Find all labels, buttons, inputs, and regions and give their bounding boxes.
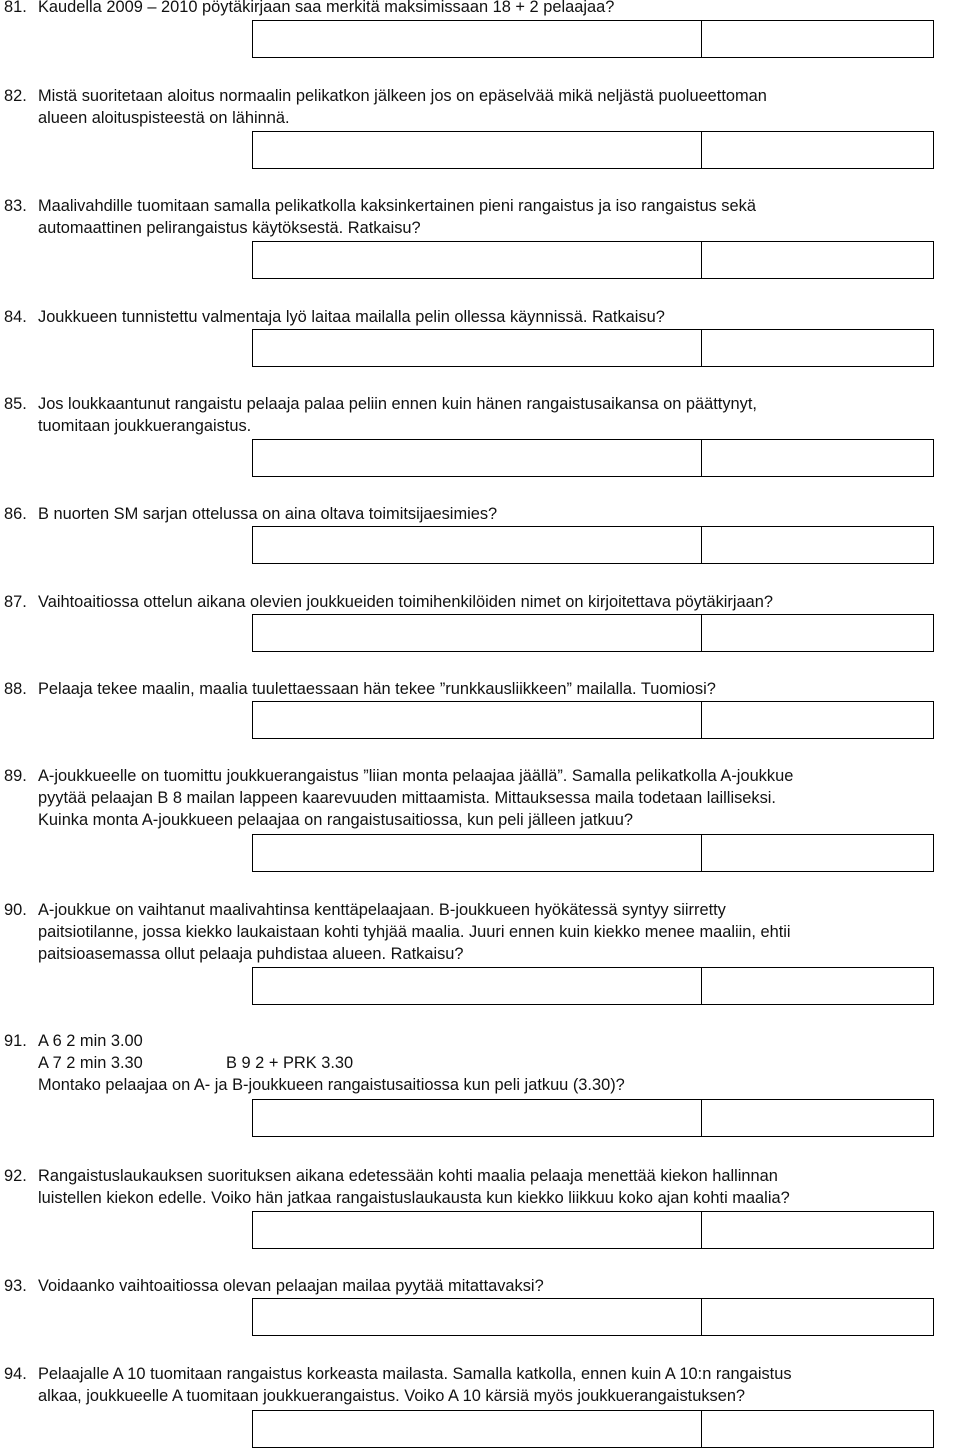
question-text xyxy=(38,85,960,129)
question-line: Pelaajalle A 10 tuomitaan rangaistus korkeasta mailasta. Samalla katkolla, ennen kuin A 10:n rangaistus xyxy=(38,1365,792,1383)
question-line: alueen aloituspisteestä on lähinnä. xyxy=(38,109,290,127)
question-text xyxy=(38,1363,960,1407)
answer-box-86-b[interactable] xyxy=(701,526,934,564)
question-number: 81. xyxy=(4,0,27,16)
question-number: 87. xyxy=(4,593,27,611)
penalty-line-a6: A 6 2 min 3.00 xyxy=(38,1032,143,1050)
question-line: luistellen kiekon edelle. Voiko hän jatkaa rangaistuslaukausta kun kiekko liikkuu koko ajan kohti maalia? xyxy=(38,1189,790,1207)
question-line: paitsioasemassa ollut pelaaja puhdistaa alueen. Ratkaisu? xyxy=(38,945,464,963)
answer-box-90-b[interactable] xyxy=(701,967,934,1005)
answer-box-82-b[interactable] xyxy=(701,131,934,169)
question-line: Kaudella 2009 – 2010 pöytäkirjaan saa merkitä maksimissaan 18 + 2 pelaajaa? xyxy=(38,0,615,16)
question-number: 86. xyxy=(4,505,27,523)
answer-box-89-a[interactable] xyxy=(252,834,702,872)
answer-box-81-b[interactable] xyxy=(701,20,934,58)
question-text xyxy=(38,899,960,965)
question-text xyxy=(38,393,960,437)
question-number: 90. xyxy=(4,901,27,919)
question-line: pyytää pelaajan B 8 mailan lappeen kaarevuuden mittaamista. Mittauksessa maila todetaan lailliseksi. xyxy=(38,789,776,807)
answer-box-92-a[interactable] xyxy=(252,1211,702,1249)
answer-box-94-b[interactable] xyxy=(701,1410,934,1448)
question-line: Mistä suoritetaan aloitus normaalin pelikatkon jälkeen jos on epäselvää mikä neljästä puolueettoman xyxy=(38,87,767,105)
question-text xyxy=(38,306,960,328)
question-number: 92. xyxy=(4,1167,27,1185)
answer-box-83-a[interactable] xyxy=(252,241,702,279)
question-line: Kuinka monta A-joukkueen pelaajaa on rangaistusaitiossa, kun peli jälleen jatkuu? xyxy=(38,811,634,829)
question-line: tuomitaan joukkuerangaistus. xyxy=(38,417,252,435)
answer-box-91-a[interactable] xyxy=(252,1099,702,1137)
question-text xyxy=(38,0,960,18)
answer-box-86-a[interactable] xyxy=(252,526,702,564)
question-line: automaattinen pelirangaistus käytöksestä. Ratkaisu? xyxy=(38,219,421,237)
answer-box-88-b[interactable] xyxy=(701,701,934,739)
answer-box-92-b[interactable] xyxy=(701,1211,934,1249)
answer-box-90-a[interactable] xyxy=(252,967,702,1005)
answer-box-88-a[interactable] xyxy=(252,701,702,739)
question-line: B nuorten SM sarjan ottelussa on aina oltava toimitsijaesimies? xyxy=(38,505,498,523)
question-text xyxy=(38,678,960,700)
answer-box-82-a[interactable] xyxy=(252,131,702,169)
answer-box-87-b[interactable] xyxy=(701,614,934,652)
question-line: Vaihtoaitiossa ottelun aikana olevien joukkueiden toimihenkilöiden nimet on kirjoitettava pöytäkirjaan? xyxy=(38,593,773,611)
question-number: 85. xyxy=(4,395,27,413)
question-number: 93. xyxy=(4,1277,27,1295)
question-number: 83. xyxy=(4,197,27,215)
question-text xyxy=(38,195,960,239)
answer-box-84-b[interactable] xyxy=(701,329,934,367)
question-line: alkaa, joukkueelle A tuomitaan joukkuerangaistus. Voiko A 10 kärsiä myös joukkuerangaistuksen? xyxy=(38,1387,746,1405)
answer-box-89-b[interactable] xyxy=(701,834,934,872)
answer-box-85-b[interactable] xyxy=(701,439,934,477)
answer-box-93-a[interactable] xyxy=(252,1298,702,1336)
question-text xyxy=(38,1165,960,1209)
question-number: 89. xyxy=(4,767,27,785)
penalty-b9: B 9 2 + PRK 3.30 xyxy=(226,1054,354,1072)
question-line: Maalivahdille tuomitaan samalla pelikatkolla kaksinkertainen pieni rangaistus ja iso rangaistus sekä xyxy=(38,197,756,215)
question-text xyxy=(38,1030,960,1096)
answer-box-83-b[interactable] xyxy=(701,241,934,279)
question-text xyxy=(38,1275,960,1297)
question-number: 94. xyxy=(4,1365,27,1383)
question-line: Jos loukkaantunut rangaistu pelaaja palaa peliin ennen kuin hänen rangaistusaikansa on päättynyt, xyxy=(38,395,757,413)
answer-box-91-b[interactable] xyxy=(701,1099,934,1137)
answer-box-94-a[interactable] xyxy=(252,1410,702,1448)
penalty-a7: A 7 2 min 3.30 xyxy=(38,1054,143,1072)
penalty-line-a7-b9 xyxy=(38,1052,960,1074)
question-text xyxy=(38,503,960,525)
question-line: paitsiotilanne, jossa kiekko laukaistaan kohti tyhjää maalia. Juuri ennen kuin kiekko menee maaliin, ehtii xyxy=(38,923,791,941)
question-line: Montako pelaajaa on A- ja B-joukkueen rangaistusaitiossa kun peli jatkuu (3.30)? xyxy=(38,1076,625,1094)
answer-box-87-a[interactable] xyxy=(252,614,702,652)
question-text xyxy=(38,765,960,831)
question-number: 91. xyxy=(4,1032,27,1050)
question-number: 88. xyxy=(4,680,27,698)
answer-box-93-b[interactable] xyxy=(701,1298,934,1336)
question-number: 84. xyxy=(4,308,27,326)
question-number: 82. xyxy=(4,87,27,105)
question-line: Rangaistuslaukauksen suorituksen aikana edetessään kohti maalia pelaaja menettää kiekon hallinnan xyxy=(38,1167,778,1185)
question-line: Voidaanko vaihtoaitiossa olevan pelaajan mailaa pyytää mitattavaksi? xyxy=(38,1277,544,1295)
question-line: Joukkueen tunnistettu valmentaja lyö laitaa mailalla pelin ollessa käynnissä. Ratkaisu? xyxy=(38,308,665,326)
question-line: A-joukkueelle on tuomittu joukkuerangaistus ”liian monta pelaajaa jäällä”. Samalla pelikatkolla A-joukkue xyxy=(38,767,794,785)
question-line: A-joukkue on vaihtanut maalivahtinsa kenttäpelaajaan. B-joukkueen hyökätessä syntyy siirretty xyxy=(38,901,726,919)
answer-box-81-a[interactable] xyxy=(252,20,702,58)
answer-box-85-a[interactable] xyxy=(252,439,702,477)
question-line: Pelaaja tekee maalin, maalia tuulettaessaan hän tekee ”runkkausliikkeen” mailalla. Tuomiosi? xyxy=(38,680,716,698)
answer-box-84-a[interactable] xyxy=(252,329,702,367)
question-text xyxy=(38,591,960,613)
